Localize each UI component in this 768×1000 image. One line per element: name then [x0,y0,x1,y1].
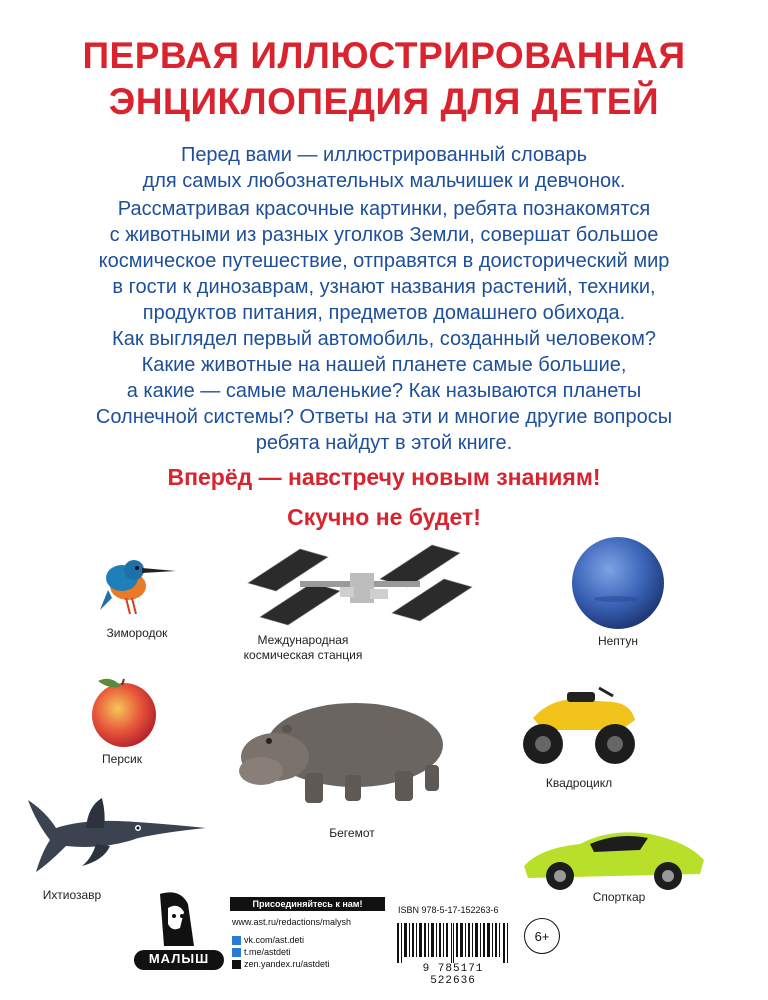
zen-link[interactable] [232,959,330,969]
vk-link[interactable] [232,935,304,945]
caption-line: Международная [257,633,349,647]
neptune-caption: Нептун [597,634,639,648]
ichthyosaur-image [26,788,211,878]
intro-paragraph-2 [60,196,708,456]
sportscar-caption: Спорткар [592,890,646,904]
telegram-link-label: t.me/astdeti [244,947,291,957]
barcode-number: 9 785171 522636 [422,963,484,987]
ichthyosaur-caption: Ихтиозавр [42,888,102,902]
intro-line: Рассматривая красочные картинки, ребята познакомятся [117,198,651,220]
intro-line: с животными из разных уголков Земли, совершат большое [109,224,659,246]
vk-link-label: vk.com/ast.deti [244,935,305,945]
intro-paragraph-1 [60,142,708,194]
hippo-caption: Бегемот [329,826,375,840]
publisher-website-link[interactable]: www.ast.ru/redactions/malysh [232,917,352,927]
zen-icon [232,960,241,969]
sportscar-image [520,820,708,892]
caption-line: космическая станция [243,648,363,662]
intro-line: Перед вами — иллюстрированный словарь [180,144,588,166]
join-us-banner: Присоединяйтесь к нам! [230,897,385,911]
neptune-image [570,535,666,631]
intro-line: Как выглядел первый автомобиль, созданный человеком? [112,328,656,350]
peach-caption: Персик [102,752,142,766]
slogan-line-2: Скучно не будет! [287,504,481,530]
isbn: ISBN 978-5-17-152263-6 [398,905,499,915]
kingfisher-caption: Зимородок [106,626,168,640]
kingfisher-image [98,552,178,618]
intro-line: в гости к динозаврам, узнают названия растений, техники, [112,276,656,298]
vk-icon [232,936,241,945]
intro-line: для самых любознательных мальчишек и девчонок. [142,170,626,192]
title-line-1: ПЕРВАЯ ИЛЛЮСТРИРОВАННАЯ [82,35,686,76]
intro-line: ребята найдут в этой книге. [255,432,513,454]
space-station-caption [226,633,380,663]
intro-line: космическое путешествие, отправятся в доисторический мир [98,250,670,272]
intro-line: а какие — самые маленькие? Как называются планеты [126,380,642,402]
telegram-icon [232,948,241,957]
intro-line: продуктов питания, предметов домашнего обихода. [142,302,626,324]
hippo-image [235,693,445,808]
barcode [397,923,509,987]
title-line-2: ЭНЦИКЛОПЕДИЯ ДЛЯ ДЕТЕЙ [108,81,660,122]
age-rating-badge: 6+ [524,918,560,954]
telegram-link[interactable] [232,947,291,957]
quad-bike-caption: Квадроцикл [545,776,613,790]
quad-bike-image [513,678,643,768]
slogan-line-1: Вперёд — навстречу новым знаниям! [167,464,601,490]
zen-link-label: zen.yandex.ru/astdeti [244,959,330,969]
publisher-name: МАЛЫШ [148,951,210,966]
intro-line: Какие животные на нашей планете самые большие, [141,354,627,376]
peach-image [86,673,162,749]
space-station-image [240,543,485,631]
intro-line: Солнечной системы? Ответы на эти и многие другие вопросы [95,406,673,428]
